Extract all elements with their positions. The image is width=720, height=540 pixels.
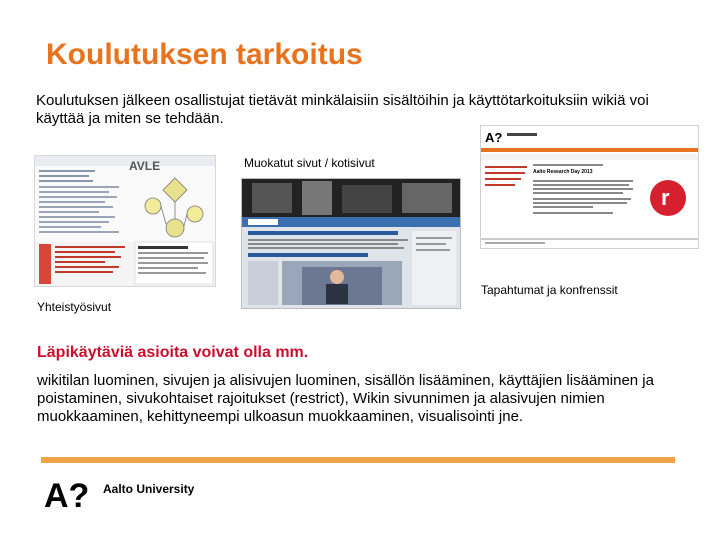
collaboration-caption: Yhteistyösivut bbox=[37, 300, 112, 314]
aalto-logo-text: Aalto University bbox=[103, 482, 195, 496]
topics-text: wikitilan luominen, sivujen ja alisivujen luominen, sisällön lisääminen, käyttäjien lisääminen ja poistaminen, sivukohtaiset rajoitukset (restrict), Wikin sivunnimen ja alasivujen nimien muokkaaminen, kehittyneempi ulkoasun muokkaaminen, visualisointi jne. bbox=[37, 372, 654, 425]
svg-text:A?: A? bbox=[485, 130, 503, 145]
custom-pages-caption: Muokatut sivut / kotisivut bbox=[244, 156, 375, 170]
events-caption: Tapahtumat ja konfrenssit bbox=[481, 283, 618, 297]
slide-title: Koulutuksen tarkoitus bbox=[46, 38, 363, 71]
svg-text:r: r bbox=[661, 185, 670, 210]
avle-logo: AVLE bbox=[129, 159, 161, 173]
event-title: Aalto Research Day 2013 bbox=[533, 169, 593, 175]
collaboration-screenshot bbox=[34, 155, 216, 287]
divider-rule bbox=[41, 457, 675, 463]
custom-pages-screenshot bbox=[241, 178, 461, 309]
topics-heading: Läpikäytäviä asioita voivat olla mm. bbox=[37, 344, 309, 361]
intro-text: Koulutuksen jälkeen osallistujat tietävät minkälaisiin sisältöihin ja käyttötarkoituksiin wikiä voi käyttää ja miten se tehdään. bbox=[36, 92, 649, 127]
events-screenshot bbox=[480, 125, 699, 249]
aalto-logo-mark: A? bbox=[44, 477, 90, 515]
